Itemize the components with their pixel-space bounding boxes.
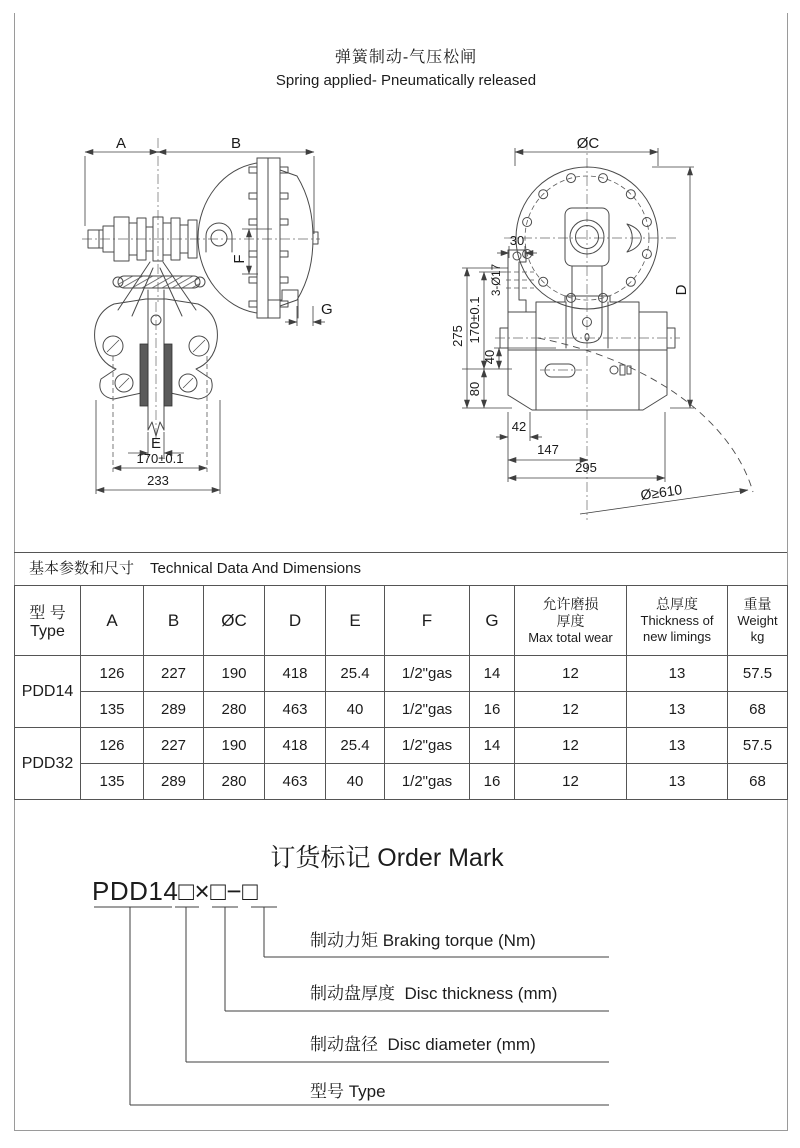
order-item-type: 型号 Type — [310, 1082, 386, 1101]
dim-label-e: E — [150, 435, 162, 452]
table-header-row — [15, 586, 788, 656]
cell-e: 40 — [326, 692, 385, 728]
cell-thickness: 13 — [627, 728, 728, 764]
table-row — [15, 728, 788, 764]
dim-label-275: 275 — [450, 325, 465, 347]
cell-g: 14 — [470, 728, 515, 764]
cell-weight: 68 — [728, 692, 788, 728]
dim-label-oc: ØC — [576, 135, 600, 152]
return-spring — [113, 276, 205, 288]
table-row — [15, 692, 788, 728]
cell-type-pdd32: PDD32 — [15, 728, 81, 800]
dim-label-g: G — [321, 301, 333, 318]
cell-b: 227 — [144, 728, 204, 764]
dim-label-a: A — [115, 135, 127, 152]
cell-a: 135 — [81, 764, 144, 800]
dimension-30 — [497, 233, 537, 258]
bottom-dimensions — [496, 412, 665, 482]
dim-label-30: 30 — [509, 233, 525, 248]
mounting-bracket — [506, 250, 534, 312]
cell-b: 289 — [144, 764, 204, 800]
header-e: E — [326, 586, 385, 656]
cell-f: 1/2"gas — [385, 764, 470, 800]
section-banner — [14, 552, 787, 585]
cell-wear: 12 — [515, 728, 627, 764]
header-max-wear: 允许磨损 厚度 Max total wear — [515, 586, 627, 656]
cell-weight: 57.5 — [728, 656, 788, 692]
cell-thickness: 13 — [627, 692, 728, 728]
technical-data-section — [14, 552, 787, 800]
cell-thickness: 13 — [627, 656, 728, 692]
drawing-side-view — [60, 130, 390, 500]
cell-c: 190 — [204, 728, 265, 764]
cell-c: 280 — [204, 692, 265, 728]
dim-label-b: B — [230, 135, 242, 152]
cell-d: 418 — [265, 728, 326, 764]
header-d: D — [265, 586, 326, 656]
cell-wear: 12 — [515, 764, 627, 800]
dim-label-f: F — [231, 254, 248, 264]
dim-label-3d17: 3-Ø17 — [491, 264, 503, 296]
header-c: ØC — [204, 586, 265, 656]
page-title — [26, 44, 786, 89]
dimension-170 — [113, 356, 207, 472]
cell-weight: 57.5 — [728, 728, 788, 764]
dim-label-170: 170±0.1 — [136, 451, 184, 466]
dim-label-40: 40 — [482, 349, 497, 365]
cell-e: 25.4 — [326, 728, 385, 764]
header-g: G — [470, 586, 515, 656]
cell-g: 14 — [470, 656, 515, 692]
dim-label-42: 42 — [511, 419, 527, 434]
dimension-g — [285, 301, 333, 326]
cell-d: 418 — [265, 656, 326, 692]
cell-type-pdd14: PDD14 — [15, 656, 81, 728]
cell-a: 126 — [81, 728, 144, 764]
cell-f: 1/2"gas — [385, 728, 470, 764]
cell-a: 135 — [81, 692, 144, 728]
dim-label-80: 80 — [467, 381, 482, 397]
dim-label-233: 233 — [147, 473, 169, 488]
header-b: B — [144, 586, 204, 656]
cell-wear: 12 — [515, 692, 627, 728]
cell-d: 463 — [265, 692, 326, 728]
cell-wear: 12 — [515, 656, 627, 692]
cell-weight: 68 — [728, 764, 788, 800]
cell-b: 289 — [144, 692, 204, 728]
dim-label-147: 147 — [537, 442, 559, 457]
cell-thickness: 13 — [627, 764, 728, 800]
header-type: 型 号 Type — [15, 586, 81, 656]
order-mark-title: 订货标记 Order Mark — [270, 844, 504, 872]
order-item-disc-thickness: 制动盘厚度 Disc thickness (mm) — [310, 984, 558, 1003]
dim-label-170: 170±0.1 — [467, 296, 482, 344]
cell-e: 40 — [326, 764, 385, 800]
section-title-zh: 基本参数和尺寸 — [29, 560, 135, 577]
cell-e: 25.4 — [326, 656, 385, 692]
drawing-front-view — [440, 130, 790, 522]
table-row — [15, 764, 788, 800]
page-title-en: Spring applied- Pneumatically released — [275, 72, 537, 89]
order-mark-code: PDD14□×□−□ — [92, 876, 259, 906]
dim-label-d: D — [673, 284, 690, 296]
dim-label-disc-min: Ø≥610 — [639, 481, 684, 503]
header-a: A — [81, 586, 144, 656]
spec-table — [14, 585, 788, 800]
cell-c: 280 — [204, 764, 265, 800]
cell-a: 126 — [81, 656, 144, 692]
dim-label-295: 295 — [575, 460, 597, 475]
caliper-front — [495, 296, 680, 410]
header-f: F — [385, 586, 470, 656]
order-item-braking-torque: 制动力矩 Braking torque (Nm) — [310, 931, 536, 950]
cell-f: 1/2"gas — [385, 656, 470, 692]
cell-d: 463 — [265, 764, 326, 800]
dimension-oc — [515, 135, 658, 166]
page-title-zh: 弹簧制动-气压松闸 — [334, 49, 478, 66]
table-row — [15, 656, 788, 692]
header-thickness: 总厚度 Thickness of new limings — [627, 586, 728, 656]
header-weight: 重量 Weight kg — [728, 586, 788, 656]
cell-b: 227 — [144, 656, 204, 692]
dimension-d — [652, 167, 694, 408]
cell-g: 16 — [470, 692, 515, 728]
cell-g: 16 — [470, 764, 515, 800]
section-title-en: Technical Data And Dimensions — [150, 560, 361, 577]
cell-f: 1/2"gas — [385, 692, 470, 728]
pneumatic-chamber — [198, 158, 318, 318]
order-item-disc-diameter: 制动盘径 Disc diameter (mm) — [310, 1035, 536, 1054]
cell-c: 190 — [204, 656, 265, 692]
